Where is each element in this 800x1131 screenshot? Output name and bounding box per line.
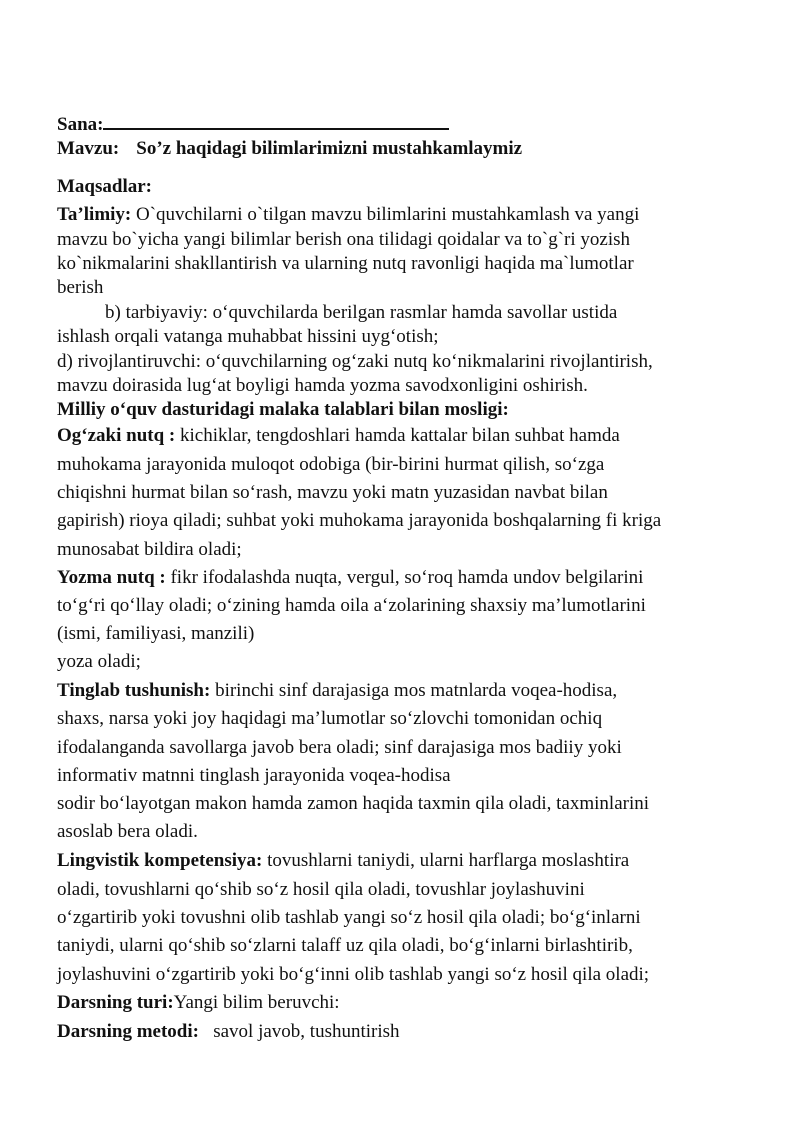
tinglab-line-1: Tinglab tushunish: birinchi sinf darajasiga mos matnlarda voqea-hodisa, <box>57 680 618 701</box>
darsning-turi-value: Yangi bilim beruvchi: <box>173 992 340 1013</box>
talimiy-label: Ta’limiy: <box>57 204 132 225</box>
talimiy-line-1: Ta’limiy: O`quvchilarni o`tilgan mavzu bilimlarini mustahkamlash va yangi <box>57 204 640 225</box>
ogzaki-line-1: Og‘zaki nutq : kichiklar, tengdoshlari hamda kattalar bilan suhbat hamda <box>57 425 620 446</box>
tarbiyaviy-line-1: b) tarbiyaviy: o‘quvchilarda berilgan rasmlar hamda savollar ustida <box>105 302 618 323</box>
mavzu-line <box>57 138 522 160</box>
lingvistik-label: Lingvistik kompetensiya: <box>57 850 263 871</box>
ogzaki-line-3: chiqishni hurmat bilan so‘rash, mavzu yoki matn yuzasidan navbat bilan <box>57 482 608 503</box>
lingvistik-line-1: Lingvistik kompetensiya: tovushlarni taniydi, ularni harflarga moslashtira <box>57 850 630 871</box>
yozma-line-1: Yozma nutq : fikr ifodalashda nuqta, vergul, so‘roq hamda undov belgilarini <box>57 567 644 588</box>
darsning-turi-line <box>57 992 340 1014</box>
tinglab-line-5: sodir bo‘layotgan makon hamda zamon haqida taxmin qila oladi, taxminlarini <box>57 793 650 814</box>
tarbiyaviy-line-2: ishlash orqali vatanga muhabbat hissini uyg‘otish; <box>57 326 439 347</box>
tinglab-line-4: informativ matnni tinglash jarayonida voqea-hodisa <box>57 765 451 786</box>
rivojlantiruvchi-line-2: mavzu doirasida lug‘at boyligi hamda yozma savodxonligini oshirish. <box>57 375 588 396</box>
rivojlantiruvchi-line-1: d) rivojlantiruvchi: o‘quvchilarning og‘zaki nutq ko‘nikmalarini rivojlantirish, <box>57 351 653 372</box>
darsning-metodi-value: savol javob, tushuntirish <box>198 1021 400 1042</box>
yozma-line-3: (ismi, familiyasi, manzili) <box>57 623 255 644</box>
mavzu-label: Mavzu: <box>57 138 120 159</box>
darsning-metodi-label: Darsning metodi: <box>57 1021 199 1042</box>
sana-line <box>57 111 449 136</box>
ogzaki-line-2: muhokama jarayonida muloqot odobiga (bir-birini hurmat qilish, so‘zga <box>57 454 605 475</box>
lingvistik-line-3: o‘zgartirib yoki tovushni olib tashlab yangi so‘z hosil qila oladi; bo‘g‘inlarni <box>57 907 641 928</box>
maqsadlar-heading: Maqsadlar: <box>57 176 152 197</box>
darsning-metodi-line <box>57 1021 400 1043</box>
talimiy-line-2: mavzu bo`yicha yangi bilimlar berish ona tilidagi qoidalar va to`g`ri yozish <box>57 229 631 250</box>
mavzu-title: So’z haqidagi bilimlarimizni mustahkamlaymiz <box>136 138 523 159</box>
sana-blank-field <box>103 111 449 130</box>
tinglab-line-3: ifodalanganda savollarga javob bera oladi; sinf darajasiga mos badiiy yoki <box>57 737 622 758</box>
darsning-turi-label: Darsning turi: <box>57 992 174 1013</box>
yozma-line-2: to‘g‘ri qo‘llay oladi; o‘zining hamda oila a‘zolarining shaxsiy ma’lumotlarini <box>57 595 646 616</box>
tinglab-line-2: shaxs, narsa yoki joy haqidagi ma’lumotlar so‘zlovchi tomonidan ochiq <box>57 708 603 729</box>
yozma-label: Yozma nutq : <box>57 567 166 588</box>
talimiy-line-3: ko`nikmalarini shakllantirish va ularning nutq ravonligi haqida ma`lumotlar <box>57 253 634 274</box>
ogzaki-line-4: gapirish) rioya qiladi; suhbat yoki muhokama jarayonida boshqalarning fi kriga <box>57 510 662 531</box>
ogzaki-label: Og‘zaki nutq : <box>57 425 176 446</box>
milliy-heading: Milliy o‘quv dasturidagi malaka talablari bilan mosligi: <box>57 399 509 420</box>
sana-label: Sana: <box>57 114 104 135</box>
talimiy-line-4: berish <box>57 277 104 298</box>
lingvistik-line-2: oladi, tovushlarni qo‘shib so‘z hosil qila oladi, tovushlar joylashuvini <box>57 879 585 900</box>
ogzaki-line-5: munosabat bildira oladi; <box>57 539 242 560</box>
tinglab-label: Tinglab tushunish: <box>57 680 211 701</box>
lingvistik-line-5: joylashuvini o‘zgartirib yoki bo‘g‘inni olib tashlab yangi so‘z hosil qila oladi; <box>57 964 650 985</box>
tinglab-line-6: asoslab bera oladi. <box>57 821 198 842</box>
lingvistik-line-4: taniydi, ularni qo‘shib so‘zlarni talaff uz qila oladi, bo‘g‘inlarni birlashtirib, <box>57 935 633 956</box>
yozma-line-4: yoza oladi; <box>57 651 141 672</box>
